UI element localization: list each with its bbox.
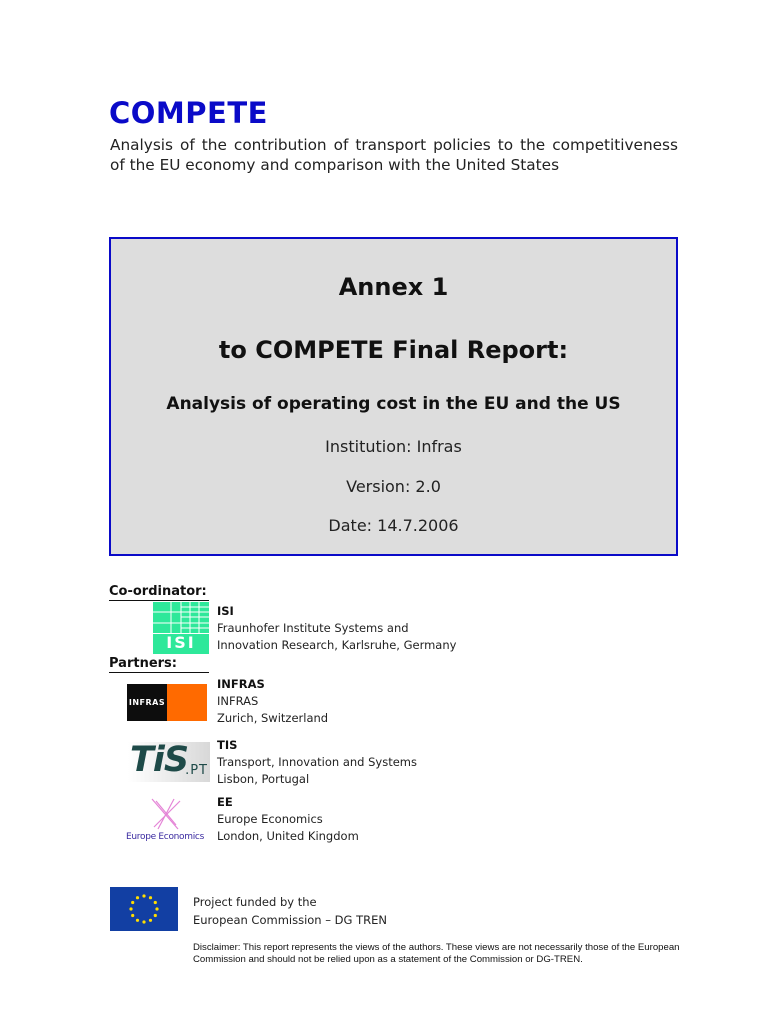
isi-logo: [153, 602, 209, 654]
topic-heading: Analysis of operating cost in the EU and the US: [166, 394, 621, 414]
partner-name: INFRAS: [217, 694, 259, 708]
disclaimer-text: Disclaimer: This report represents the views of the authors. These views are not necessarily those of the European Commission and should not be relied upon as a statement of the Commission or DG-TREN.: [193, 942, 680, 965]
funding-info: [193, 893, 387, 929]
eu-flag-icon: [110, 887, 178, 931]
partner-name: Transport, Innovation and Systems: [217, 755, 417, 769]
coordinator-info: [217, 603, 456, 654]
tis-logo: [128, 742, 210, 782]
cross-star-icon: [146, 797, 186, 831]
funding-line1: Project funded by the: [193, 895, 317, 909]
tis-logo-text: TiS: [130, 740, 189, 780]
infras-logo-text: INFRAS: [127, 684, 167, 721]
partner-location: Zurich, Switzerland: [217, 711, 329, 725]
title-box: [109, 237, 678, 556]
partner-short: INFRAS: [217, 677, 265, 691]
document-title: COMPETE: [109, 96, 268, 130]
partner-tis: [217, 737, 417, 788]
partner-name: Europe Economics: [217, 812, 323, 826]
institution-text: Institution: Infras: [325, 437, 462, 456]
document-subtitle: Analysis of the contribution of transport policies to the competitiveness of the EU economy and comparison with the United States: [110, 136, 678, 174]
europe-economics-logo: [126, 797, 212, 842]
partner-location: London, United Kingdom: [217, 829, 359, 843]
date-text: Date: 14.7.2006: [328, 516, 459, 535]
tis-logo-suffix: .PT: [185, 763, 208, 778]
coordinator-line2: Innovation Research, Karlsruhe, Germany: [217, 638, 457, 652]
infras-logo: [127, 684, 207, 721]
partner-infras: [217, 676, 328, 727]
partner-short: TIS: [217, 738, 238, 752]
isi-logo-text: ISI: [166, 633, 196, 652]
annex-heading: Annex 1: [338, 273, 449, 301]
europe-economics-logo-text: Europe Economics: [126, 832, 204, 842]
coordinator-label: Co-ordinator:: [109, 584, 209, 601]
version-text: Version: 2.0: [346, 477, 441, 496]
coordinator-short: ISI: [217, 604, 234, 618]
coordinator-line1: Fraunhofer Institute Systems and: [217, 621, 409, 635]
funding-line2: European Commission – DG TREN: [193, 913, 387, 927]
partner-ee: [217, 794, 359, 845]
partners-label: Partners:: [109, 656, 209, 673]
report-heading: to COMPETE Final Report:: [218, 336, 569, 364]
partner-location: Lisbon, Portugal: [217, 772, 310, 786]
partner-short: EE: [217, 795, 233, 809]
